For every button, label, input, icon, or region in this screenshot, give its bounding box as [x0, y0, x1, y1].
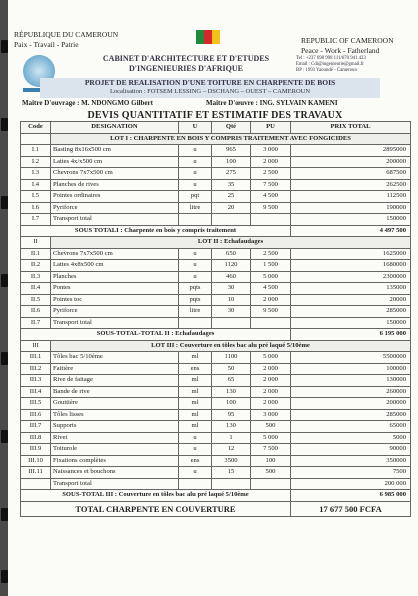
lot-code: II: [21, 237, 51, 249]
col-header-unit: U: [179, 122, 212, 134]
estimate-table: [20, 121, 411, 517]
table-row: [21, 260, 411, 272]
item-total: 350000: [291, 455, 411, 467]
firm-name: CABINET D'ARCHITECTURE ET D'ETUDES D'INGENIEURIES D'AFRIQUE: [102, 54, 270, 73]
item-unit-price: 2 000: [251, 386, 291, 398]
grand-total-value: 17 677 500 FCFA: [291, 501, 411, 516]
item-quantity: 35: [212, 179, 251, 191]
lot-header-row: [21, 133, 411, 145]
item-total: 130000: [291, 375, 411, 387]
item-designation: Supports: [51, 421, 179, 433]
project-location: Localisation : FOTSEM LESSING – DSCHANG – OUEST – CAMEROUN: [109, 88, 311, 95]
item-quantity: 65: [212, 375, 251, 387]
item-unit: ml: [179, 352, 212, 364]
firm-contact: Tel : +237 698 998 111/670 941 423 Email : Cdi@ingenieurie@gmail.fr BP : 1993 Yaoundé - Cameroun: [296, 56, 366, 73]
item-code: I.5: [21, 191, 51, 203]
subtotal-row: [21, 329, 411, 341]
item-unit: ml: [179, 375, 212, 387]
lot-header-row: [21, 340, 411, 352]
item-designation: Chevrons 7x7x500 cm: [51, 248, 179, 260]
table-row: [21, 432, 411, 444]
item-unit-price: 3 000: [251, 409, 291, 421]
item-quantity: 965: [212, 145, 251, 157]
item-designation: Toiturole: [51, 444, 179, 456]
item-designation: Gouttière: [51, 398, 179, 410]
item-unit: ml: [179, 398, 212, 410]
item-unit: u: [179, 444, 212, 456]
item-total: 1680000: [291, 260, 411, 272]
col-header-quantity: Qté: [212, 122, 251, 134]
item-code: II.2: [21, 260, 51, 272]
item-total: 135000: [291, 283, 411, 295]
table-row: [21, 168, 411, 180]
item-designation: Pyriforce: [51, 202, 179, 214]
lot-title: LOT III : Couverture en tôles bac alu pré laqué 5/10ème: [51, 340, 411, 352]
table-row: [21, 409, 411, 421]
item-quantity: 15: [212, 467, 251, 479]
document-title: DEVIS QUANTITATIF ET ESTIMATIF DES TRAVAUX: [87, 110, 343, 121]
subtotal-value: 6 985 000: [291, 490, 411, 502]
item-unit: u: [179, 260, 212, 272]
item-quantity: 30: [212, 306, 251, 318]
item-code: III.10: [21, 455, 51, 467]
table-row: [21, 478, 411, 490]
table-row: [21, 156, 411, 168]
grand-total-row: [21, 501, 411, 516]
table-row: [21, 421, 411, 433]
item-code: III.1: [21, 352, 51, 364]
table-row: [21, 444, 411, 456]
table-row: [21, 317, 411, 329]
item-designation: Planches: [51, 271, 179, 283]
item-unit: pqts: [179, 294, 212, 306]
header-right: [301, 36, 394, 56]
scan-edge: [0, 0, 8, 596]
lot-code: [21, 133, 51, 145]
item-unit-price: 100: [251, 455, 291, 467]
item-designation: Transport total: [51, 478, 179, 490]
item-code: II.7: [21, 317, 51, 329]
item-total: 260000: [291, 386, 411, 398]
item-code: III.4: [21, 386, 51, 398]
item-code: II.4: [21, 283, 51, 295]
subtotal-label: SOUS-TOTAL-TOTAL II : Echafaudages: [21, 329, 291, 341]
item-quantity: 650: [212, 248, 251, 260]
item-unit: u: [179, 248, 212, 260]
item-designation: Chevrons 7x7x500 cm: [51, 168, 179, 180]
item-designation: Pyriforce: [51, 306, 179, 318]
item-quantity: 1120: [212, 260, 251, 272]
header-left: [14, 30, 118, 50]
item-code: [21, 478, 51, 490]
item-unit-price: 9 500: [251, 202, 291, 214]
table-row: [21, 363, 411, 375]
item-code: II.3: [21, 271, 51, 283]
item-total: 112500: [291, 191, 411, 203]
item-code: III.11: [21, 467, 51, 479]
item-unit: [179, 478, 212, 490]
item-quantity: 20: [212, 202, 251, 214]
item-quantity: [212, 214, 251, 226]
table-row: [21, 306, 411, 318]
item-quantity: 3500: [212, 455, 251, 467]
binding-hole: [1, 570, 8, 583]
item-designation: Lattes 4x/x500 cm: [51, 156, 179, 168]
item-quantity: 1: [212, 432, 251, 444]
item-unit: u: [179, 467, 212, 479]
item-total: 5000: [291, 432, 411, 444]
item-unit: [179, 214, 212, 226]
item-unit-price: 2 000: [251, 398, 291, 410]
item-total: 2300000: [291, 271, 411, 283]
binding-hole: [1, 508, 8, 521]
item-unit: pqts: [179, 283, 212, 295]
item-unit: [179, 317, 212, 329]
item-unit: ml: [179, 386, 212, 398]
item-unit-price: 4 500: [251, 191, 291, 203]
item-unit: u: [179, 432, 212, 444]
table-row: [21, 179, 411, 191]
country-name-fr: RÉPUBLIQUE DU CAMEROUN: [14, 30, 119, 39]
item-unit: u: [179, 168, 212, 180]
item-total: 200 000: [291, 478, 411, 490]
item-unit-price: [251, 214, 291, 226]
item-total: 200000: [291, 156, 411, 168]
subtotal-label: SOUS TOTALI : Charpente en bois y compris traitement: [21, 225, 291, 237]
item-code: II.5: [21, 294, 51, 306]
item-unit-price: 5 000: [251, 432, 291, 444]
item-unit-price: 7 500: [251, 179, 291, 191]
table-row: [21, 398, 411, 410]
table-row: [21, 271, 411, 283]
item-total: 100000: [291, 363, 411, 375]
lot-code: III: [21, 340, 51, 352]
item-code: III.9: [21, 444, 51, 456]
item-total: 687500: [291, 168, 411, 180]
col-header-unit-price: PU: [251, 122, 291, 134]
item-unit: u: [179, 271, 212, 283]
item-total: 150000: [291, 317, 411, 329]
item-designation: Naissances et bouchons: [51, 467, 179, 479]
item-quantity: 100: [212, 156, 251, 168]
item-quantity: 130: [212, 421, 251, 433]
item-quantity: [212, 317, 251, 329]
motto-fr: Paix - Travail - Patrie: [14, 40, 79, 49]
binding-hole: [1, 40, 8, 53]
item-designation: Tôles lisses: [51, 409, 179, 421]
item-quantity: 10: [212, 294, 251, 306]
item-code: I.2: [21, 156, 51, 168]
item-unit: u: [179, 145, 212, 157]
item-unit: litre: [179, 202, 212, 214]
lot-title: LOT II : Echafaudages: [51, 237, 411, 249]
item-total: 285000: [291, 306, 411, 318]
item-quantity: 95: [212, 409, 251, 421]
item-code: I.4: [21, 179, 51, 191]
item-designation: Rive de faitage: [51, 375, 179, 387]
item-total: 1625000: [291, 248, 411, 260]
table-row: [21, 375, 411, 387]
item-unit: ml: [179, 409, 212, 421]
item-total: 262500: [291, 179, 411, 191]
table-row: [21, 455, 411, 467]
item-quantity: 30: [212, 283, 251, 295]
item-designation: Pointes toc: [51, 294, 179, 306]
grand-total-label: TOTAL CHARPENTE EN COUVERTURE: [21, 501, 291, 516]
item-quantity: 130: [212, 386, 251, 398]
project-title: PROJET DE REALISATION D'UNE TOITURE EN CHARPENTE DE BOIS: [84, 78, 336, 87]
table-header-row: [21, 122, 411, 134]
item-unit-price: 5 000: [251, 271, 291, 283]
item-code: I.3: [21, 168, 51, 180]
item-total: 7500: [291, 467, 411, 479]
binding-hole: [1, 118, 8, 131]
item-code: I.6: [21, 202, 51, 214]
item-unit-price: 500: [251, 467, 291, 479]
subtotal-row: [21, 490, 411, 502]
item-designation: Fixations complètes: [51, 455, 179, 467]
motto-en: Peace - Work - Fatherland: [301, 46, 380, 55]
table-row: [21, 214, 411, 226]
item-designation: Pontes: [51, 283, 179, 295]
item-code: III.2: [21, 363, 51, 375]
item-designation: Pointes ordinaires: [51, 191, 179, 203]
owners-line: [20, 99, 410, 108]
item-unit-price: 500: [251, 421, 291, 433]
item-total: 2895000: [291, 145, 411, 157]
item-code: III.8: [21, 432, 51, 444]
table-row: [21, 467, 411, 479]
item-unit: litre: [179, 306, 212, 318]
item-designation: Basting 8x16x500 cm: [51, 145, 179, 157]
item-unit-price: 3 000: [251, 145, 291, 157]
table-row: [21, 145, 411, 157]
subtotal-value: 6 195 000: [291, 329, 411, 341]
item-quantity: [212, 478, 251, 490]
item-designation: Rivet: [51, 432, 179, 444]
item-total: 5500000: [291, 352, 411, 364]
item-unit-price: [251, 317, 291, 329]
col-header-total-price: PRIX TOTAL: [291, 122, 411, 134]
item-unit-price: 2 000: [251, 363, 291, 375]
item-unit-price: 4 500: [251, 283, 291, 295]
item-total: 65000: [291, 421, 411, 433]
subtotal-label: SOUS-TOTAL III : Couverture en tôles bac alu pré laqué 5/10ème: [21, 490, 291, 502]
item-designation: Bande de rive: [51, 386, 179, 398]
item-quantity: 100: [212, 398, 251, 410]
item-designation: Tôles bac 5/10ème: [51, 352, 179, 364]
item-code: I.7: [21, 214, 51, 226]
item-total: 20000: [291, 294, 411, 306]
item-code: II.1: [21, 248, 51, 260]
item-unit-price: 7 500: [251, 444, 291, 456]
item-quantity: 1100: [212, 352, 251, 364]
item-unit-price: 2 500: [251, 168, 291, 180]
table-row: [21, 191, 411, 203]
subtotal-value: 4 497 500: [291, 225, 411, 237]
item-designation: Faitière: [51, 363, 179, 375]
item-unit: pqt: [179, 191, 212, 203]
item-designation: Transport total: [51, 317, 179, 329]
item-unit: u: [179, 179, 212, 191]
item-unit-price: [251, 478, 291, 490]
project-owner: Maitre D'ouvrage : M. NDONGMO Gilbert: [22, 99, 153, 107]
item-designation: Lattes 4x8x500 cm: [51, 260, 179, 272]
item-unit: ml: [179, 421, 212, 433]
item-unit-price: 2 000: [251, 375, 291, 387]
table-row: [21, 386, 411, 398]
item-unit: ens: [179, 363, 212, 375]
item-code: III.5: [21, 398, 51, 410]
project-banner: [40, 78, 380, 98]
item-unit-price: 9 500: [251, 306, 291, 318]
item-code: III.3: [21, 375, 51, 387]
item-unit: u: [179, 156, 212, 168]
item-code: I.1: [21, 145, 51, 157]
lot-title: LOT I : CHARPENTE EN BOIS Y COMPRIS TRAITEMENT AVEC FONGICIDES: [51, 133, 411, 145]
item-designation: Planches de rives: [51, 179, 179, 191]
col-header-code: Code: [21, 122, 51, 134]
table-row: [21, 202, 411, 214]
item-designation: Transport total: [51, 214, 179, 226]
item-unit: ens: [179, 455, 212, 467]
binding-hole: [1, 274, 8, 287]
item-quantity: 12: [212, 444, 251, 456]
cameroon-flag-icon: [196, 30, 220, 44]
item-total: 150000: [291, 214, 411, 226]
item-total: 285000: [291, 409, 411, 421]
item-total: 90000: [291, 444, 411, 456]
table-row: [21, 352, 411, 364]
binding-hole: [1, 430, 8, 443]
item-total: 200000: [291, 398, 411, 410]
lot-header-row: [21, 237, 411, 249]
table-row: [21, 294, 411, 306]
item-unit-price: 1 500: [251, 260, 291, 272]
subtotal-row: [21, 225, 411, 237]
table-row: [21, 283, 411, 295]
item-quantity: 460: [212, 271, 251, 283]
item-quantity: 25: [212, 191, 251, 203]
item-quantity: 50: [212, 363, 251, 375]
item-code: III.6: [21, 409, 51, 421]
item-code: II.6: [21, 306, 51, 318]
item-unit-price: 2 500: [251, 248, 291, 260]
binding-hole: [1, 196, 8, 209]
item-total: 190000: [291, 202, 411, 214]
table-row: [21, 248, 411, 260]
item-code: III.7: [21, 421, 51, 433]
item-quantity: 275: [212, 168, 251, 180]
item-unit-price: 2 000: [251, 294, 291, 306]
project-contractor: Maitre D'œuvre : ING. SYLVAIN KAMENI: [206, 99, 338, 107]
binding-hole: [1, 352, 8, 365]
item-unit-price: 5 000: [251, 352, 291, 364]
col-header-designation: DESIGNATION: [51, 122, 179, 134]
item-unit-price: 2 000: [251, 156, 291, 168]
country-name-en: REPUBLIC OF CAMEROON: [301, 36, 394, 45]
